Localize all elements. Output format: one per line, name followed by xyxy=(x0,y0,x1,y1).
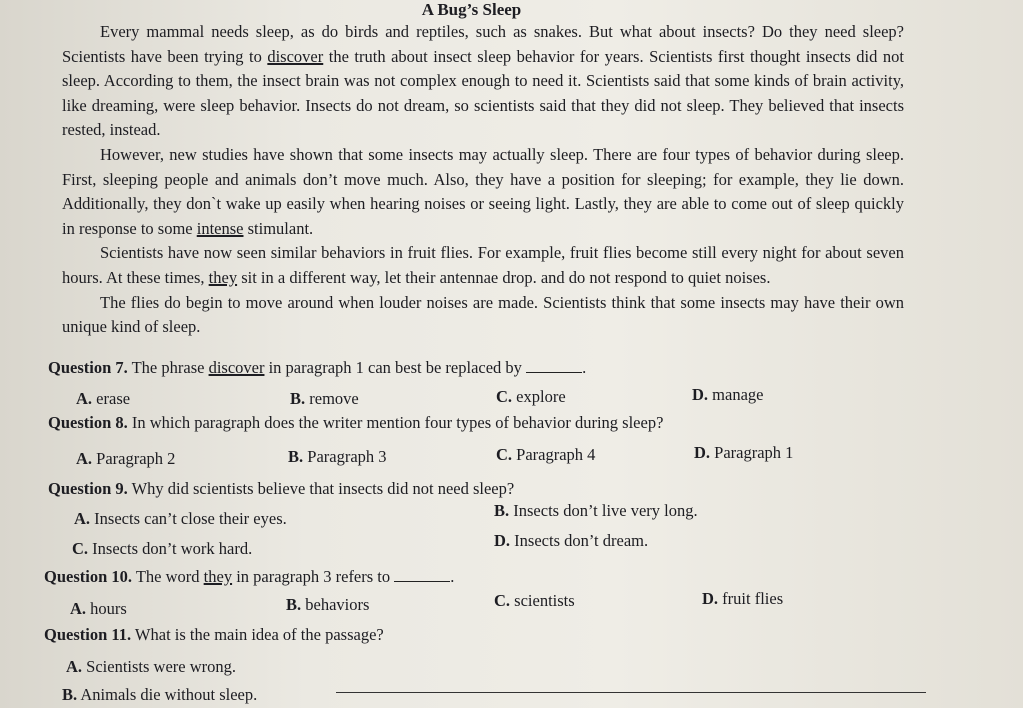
q10-option-c[interactable] xyxy=(494,590,575,612)
q7-option-d[interactable] xyxy=(692,384,763,406)
option-text: manage xyxy=(708,385,764,404)
question-10-text-b: in paragraph 3 refers to xyxy=(232,567,391,586)
question-9-text: Why did scientists believe that insects did not need sleep? xyxy=(127,479,515,498)
question-10-label: Question 10. xyxy=(44,567,133,586)
option-letter: D. xyxy=(692,385,709,404)
paragraph-4 xyxy=(62,291,904,340)
question-10-underlined: they xyxy=(203,567,233,586)
question-10-text-a: The word xyxy=(132,567,204,586)
option-letter: D. xyxy=(694,443,711,462)
question-9-label: Question 9. xyxy=(48,479,128,498)
option-letter: B. xyxy=(290,389,306,408)
q10-option-a[interactable] xyxy=(70,598,127,620)
q9-option-d[interactable] xyxy=(494,530,648,552)
q9-option-c[interactable] xyxy=(72,538,252,560)
paragraph-3-text-b: sit in a different way, let their antennae drop. and do not respond to quiet noises. xyxy=(237,267,771,287)
question-7 xyxy=(48,357,928,379)
underlined-word-they: they xyxy=(208,267,238,287)
option-text: Insects don’t work hard. xyxy=(88,539,253,558)
question-7-text-a: The phrase xyxy=(127,358,209,377)
paragraph-2-text-b: stimulant. xyxy=(243,218,314,238)
underlined-word-discover: discover xyxy=(267,46,324,66)
question-11-text: What is the main idea of the passage? xyxy=(131,625,384,644)
option-text: Paragraph 3 xyxy=(303,447,387,466)
question-8-label: Question 8. xyxy=(48,413,128,432)
paragraph-3-text-a: Scientists have now seen similar behaviors in fruit flies. For example, fruit flies become still every night for about seven hours. At these times, xyxy=(62,243,904,287)
option-text: fruit flies xyxy=(718,589,784,608)
paragraph-1-text-b: the truth about insect sleep behavior for years. Scientists first thought insects did not sleep. According to them, the insect brain was not complex enough to need it. Scientists said that some kinds of brain activity, like dreaming, were sleep behavior. Insects do not dream, so scientists said that they did not sleep. They believed that insects rested, instead. xyxy=(62,46,904,140)
option-letter: D. xyxy=(702,589,719,608)
q9-option-b[interactable] xyxy=(494,500,698,522)
question-10 xyxy=(44,566,924,588)
option-text: Insects can’t close their eyes. xyxy=(90,509,287,528)
option-text: Animals die without sleep. xyxy=(77,685,258,704)
question-7-end: . xyxy=(582,358,587,377)
q10-option-b[interactable] xyxy=(286,594,369,616)
question-7-label: Question 7. xyxy=(48,358,128,377)
q8-option-d[interactable] xyxy=(694,442,793,464)
passage-body xyxy=(62,20,904,340)
answer-blank[interactable] xyxy=(394,567,450,582)
option-text: Insects don’t live very long. xyxy=(509,501,698,520)
q10-option-d[interactable] xyxy=(702,588,783,610)
divider-line xyxy=(336,692,926,693)
option-letter: A. xyxy=(74,509,91,528)
q8-option-b[interactable] xyxy=(288,446,387,468)
question-7-text-b: in paragraph 1 can best be replaced by xyxy=(264,358,522,377)
q9-option-a[interactable] xyxy=(74,508,287,530)
q7-option-b[interactable] xyxy=(290,388,359,410)
option-letter: B. xyxy=(62,685,78,704)
option-letter: C. xyxy=(496,387,513,406)
paragraph-1 xyxy=(62,20,904,143)
option-letter: D. xyxy=(494,531,511,550)
option-text: hours xyxy=(86,599,127,618)
option-text: remove xyxy=(305,389,359,408)
q7-option-c[interactable] xyxy=(496,386,566,408)
option-letter: A. xyxy=(76,389,93,408)
question-8-text: In which paragraph does the writer mention four types of behavior during sleep? xyxy=(127,413,664,432)
option-text: explore xyxy=(512,387,566,406)
question-9 xyxy=(48,478,928,500)
paragraph-3 xyxy=(62,241,904,290)
option-letter: C. xyxy=(72,539,89,558)
option-letter: B. xyxy=(286,595,302,614)
option-letter: B. xyxy=(288,447,304,466)
paragraph-1-text-a: Every mammal needs sleep, as do birds and reptiles, such as snakes. But what about insects? Do they need sleep? Scientists have been trying to xyxy=(62,22,904,66)
passage-title: A Bug’s Sleep xyxy=(421,0,522,19)
paragraph-2-text-a: However, new studies have shown that some insects may actually sleep. There are four types of behavior during sleep. First, sleeping people and animals don’t move much. Also, they have a position for sleeping; for example, they lie down. Additionally, they don`t wake up easily when hearing noises or seeing light. Lastly, they are able to come out of sleep quickly in response to some xyxy=(62,144,904,238)
option-text: Scientists were wrong. xyxy=(82,657,237,676)
option-text: Paragraph 1 xyxy=(710,443,794,462)
q8-option-a[interactable] xyxy=(76,448,175,470)
option-letter: A. xyxy=(70,599,87,618)
option-text: scientists xyxy=(510,591,575,610)
option-letter: C. xyxy=(496,445,513,464)
option-letter: A. xyxy=(66,657,83,676)
option-text: Paragraph 2 xyxy=(92,449,176,468)
option-text: Insects don’t dream. xyxy=(510,531,649,550)
paragraph-4-text: The flies do begin to move around when louder noises are made. Scientists think that some insects may have their own unique kind of sleep. xyxy=(62,292,904,337)
q7-option-a[interactable] xyxy=(76,388,130,410)
option-text: behaviors xyxy=(301,595,370,614)
paragraph-2 xyxy=(62,143,904,241)
question-7-underlined: discover xyxy=(208,358,265,377)
underlined-word-intense: intense xyxy=(196,218,244,238)
question-10-end: . xyxy=(450,567,455,586)
answer-blank[interactable] xyxy=(526,358,582,373)
question-8 xyxy=(48,412,928,434)
q11-option-b[interactable] xyxy=(62,684,257,706)
option-letter: C. xyxy=(494,591,511,610)
option-letter: A. xyxy=(76,449,93,468)
option-letter: B. xyxy=(494,501,510,520)
q8-option-c[interactable] xyxy=(496,444,595,466)
q11-option-a[interactable] xyxy=(66,656,236,678)
question-11-label: Question 11. xyxy=(44,625,132,644)
option-text: Paragraph 4 xyxy=(512,445,596,464)
option-text: erase xyxy=(92,389,131,408)
question-11 xyxy=(44,624,924,646)
